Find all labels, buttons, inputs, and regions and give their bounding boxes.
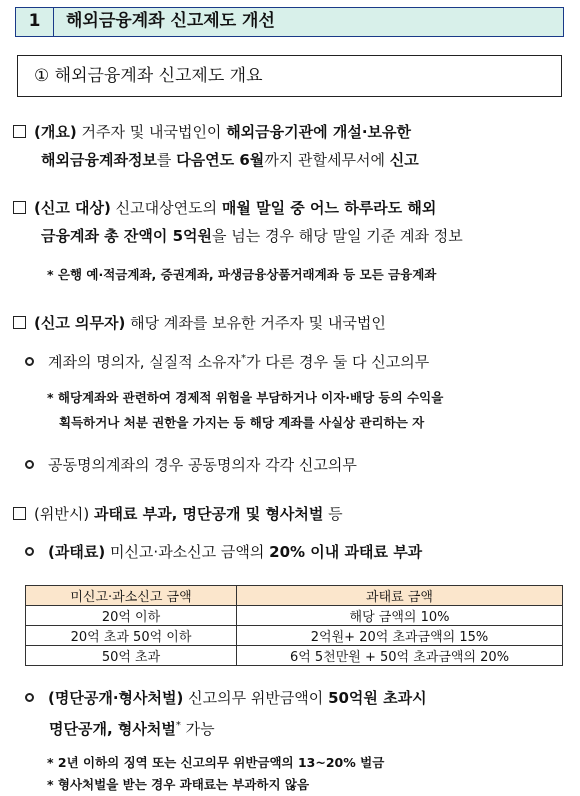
violation-note-2: * 형사처벌을 받는 경우 과태료는 부과하지 않음 — [47, 777, 310, 792]
table-header: 미신고·과소신고 금액 — [26, 586, 237, 606]
overview-text: 를 — [156, 151, 177, 169]
subsection-title: ① 해외금융계좌 신고제도 개요 — [17, 55, 562, 97]
target-line-1 — [13, 197, 436, 219]
table-header: 과태료 금액 — [237, 586, 563, 606]
table-cell: 50억 초과 — [26, 646, 237, 666]
circle-bullet-icon — [25, 357, 34, 366]
section-title-bar — [15, 7, 564, 37]
violation-emph: 50억원 초과시 — [328, 689, 427, 707]
overview-emph: 다음연도 6월 — [176, 151, 265, 169]
overview-text: 거주자 및 내국법인이 — [76, 123, 227, 141]
overview-line-2 — [41, 149, 419, 171]
table-cell: 해당 금액의 10% — [237, 606, 563, 626]
obligor-text: 해당 계좌를 보유한 거주자 및 내국법인 — [125, 314, 386, 332]
circle-bullet-icon — [25, 460, 34, 469]
table-row — [26, 646, 563, 666]
obligor-line-1 — [13, 312, 386, 334]
section-title: 해외금융계좌 신고제도 개선 — [66, 11, 275, 31]
obligor-bullet-2 — [25, 454, 357, 476]
target-note: * 은행 예·적금계좌, 증권계좌, 파생금융상품거래계좌 등 모든 금융계좌 — [47, 267, 437, 282]
section-number: 1 — [16, 8, 54, 36]
violation-text: 등 — [323, 505, 343, 523]
overview-emph: 신고 — [389, 151, 419, 169]
violation-bullet-1 — [25, 541, 422, 563]
overview-emph: 해외금융기관에 개설·보유한 — [226, 123, 411, 141]
target-emph: 금융계좌 총 잔액이 5억원 — [41, 227, 213, 245]
obligor-bullet-text: 공동명의계좌의 경우 공동명의자 각각 신고의무 — [48, 456, 357, 474]
table-cell: 20억 초과 50억 이하 — [26, 626, 237, 646]
target-label: (신고 대상) — [34, 199, 111, 217]
obligor-bullet-1 — [25, 348, 429, 373]
obligor-note-2: 획득하거나 처분 권한을 가지는 등 해당 계좌를 사실상 관리하는 자 — [59, 415, 425, 430]
violation-emph: (과태료) — [48, 543, 106, 561]
violation-text: 가능 — [180, 720, 215, 738]
violation-emph: 명단공개, 형사처벌 — [49, 720, 176, 738]
violation-note-1: * 2년 이하의 징역 또는 신고의무 위반금액의 13~20% 벌금 — [47, 755, 385, 770]
obligor-label: (신고 의무자) — [34, 314, 126, 332]
violation-emph: 20% 이내 과태료 부과 — [269, 543, 423, 561]
violation-bullet-2 — [25, 687, 427, 709]
table-row — [26, 606, 563, 626]
penalty-table — [25, 585, 563, 666]
obligor-bullet-text: 가 다른 경우 둘 다 신고의무 — [245, 353, 430, 371]
overview-label: (개요) — [34, 123, 77, 141]
target-line-2 — [41, 225, 463, 247]
violation-label: (위반시) — [34, 505, 94, 523]
violation-emph: 과태료 부과, 명단공개 및 형사처벌 — [93, 505, 324, 523]
table-row — [26, 626, 563, 646]
checkbox-square-icon — [13, 316, 26, 329]
violation-line-1 — [13, 503, 343, 525]
circle-bullet-icon — [25, 547, 34, 556]
circle-bullet-icon — [25, 693, 34, 702]
violation-text: 신고의무 위반금액이 — [183, 689, 329, 707]
overview-emph: 해외금융계좌정보 — [41, 151, 157, 169]
overview-text: 까지 관할세무서에 — [264, 151, 390, 169]
checkbox-square-icon — [13, 507, 26, 520]
table-cell: 6억 5천만원 + 50억 초과금액의 20% — [237, 646, 563, 666]
target-emph: 매월 말일 중 어느 하루라도 해외 — [221, 199, 437, 217]
target-text: 을 넘는 경우 해당 말일 기준 계좌 정보 — [212, 227, 463, 245]
footnote-mark: * — [175, 720, 181, 731]
overview-line-1 — [13, 121, 411, 143]
checkbox-square-icon — [13, 201, 26, 214]
violation-emph: (명단공개·형사처벌) — [48, 689, 184, 707]
table-cell: 2억원+ 20억 초과금액의 15% — [237, 626, 563, 646]
target-text: 신고대상연도의 — [110, 199, 222, 217]
obligor-note-1: * 해당계좌와 관련하여 경제적 위험을 부담하거나 이자·배당 등의 수익을 — [47, 390, 444, 405]
table-header-row — [26, 586, 563, 606]
violation-text: 미신고·과소신고 금액의 — [105, 543, 270, 561]
checkbox-square-icon — [13, 125, 26, 138]
table-cell: 20억 이하 — [26, 606, 237, 626]
obligor-bullet-text: 계좌의 명의자, 실질적 소유자 — [48, 353, 241, 371]
violation-bullet-2-cont — [49, 715, 215, 740]
footnote-mark: * — [240, 353, 246, 364]
